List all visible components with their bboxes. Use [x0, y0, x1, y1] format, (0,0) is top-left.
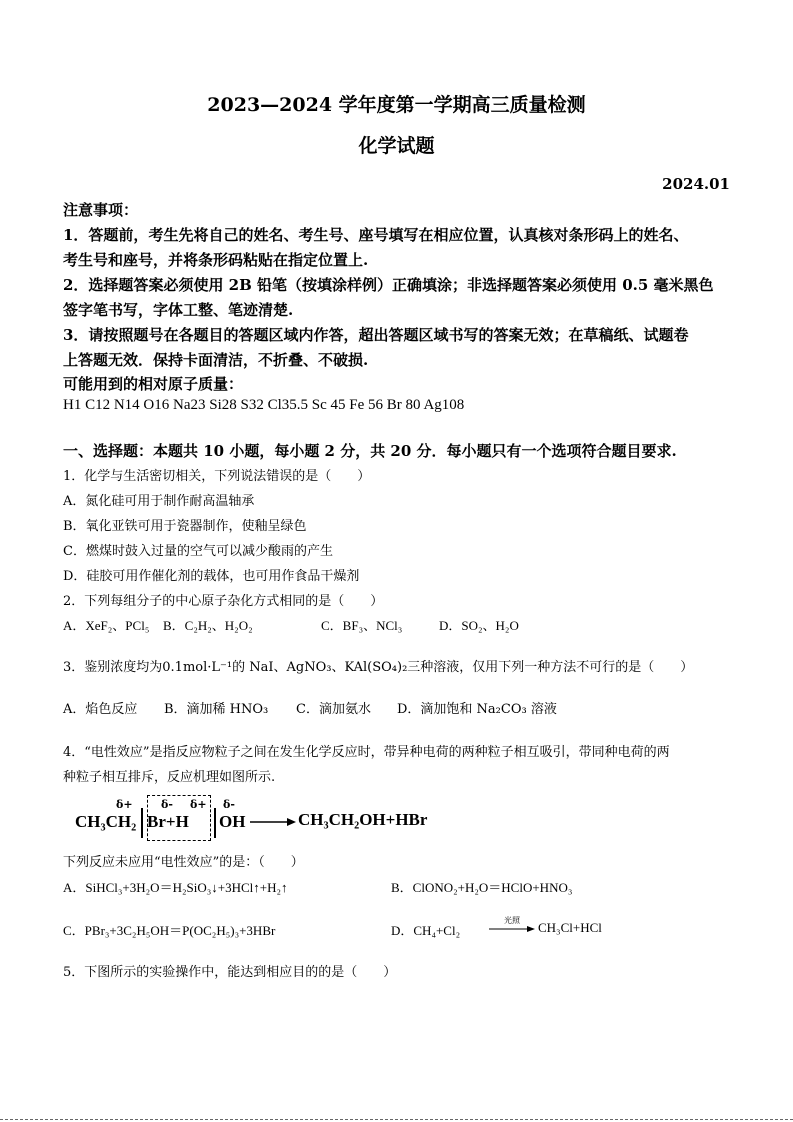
question-3-option-c: C．滴加氨水 — [296, 702, 371, 717]
note-2-line-1: 2．选择题答案必须使用 2B 铅笔（按填涂样例）正确填涂；非选择题答案必须使用 0.5 毫米黑色 — [63, 276, 714, 294]
note-3-line-2: 上答题无效．保持卡面清洁，不折叠、不破损. — [63, 351, 369, 369]
question-4-stem-line-1: 4．“电性效应”是指反应物粒子之间在发生化学反应时，带异种电荷的两种粒子相互吸引，带同种电荷的两 — [63, 745, 670, 760]
note-2-line-2: 签字笔书写，字体工整、笔迹清楚. — [63, 301, 294, 319]
exam-title: 2023—2024 学年度第一学期高三质量检测 — [207, 94, 586, 116]
question-4-stem-line-2: 种粒子相互排斥，反应机理如图所示. — [63, 770, 276, 785]
charge-label-4: δ- — [223, 798, 235, 811]
note-1-line-2: 考生号和座号，并将条形码粘贴在指定位置上. — [63, 251, 369, 269]
question-4-option-d-products: CH₃Cl+HCl — [538, 920, 602, 935]
question-3-option-a: A．焰色反应 — [63, 702, 138, 717]
reaction-condition: 光照 — [504, 916, 520, 925]
notes-heading: 注意事项： — [63, 201, 139, 219]
reactant-br-h: Br+H — [147, 812, 189, 831]
question-1-option-a: A．氮化硅可用于制作耐高温轴承 — [63, 494, 255, 509]
question-1-option-d: D．硅胶可用作催化剂的载体，也可用作食品干燥剂 — [63, 569, 360, 584]
question-2-option-a: A．XeF₂、PCl₅ — [63, 618, 150, 633]
exam-subject: 化学试题 — [358, 135, 435, 157]
question-2-option-b: B．C₂H₂、H₂O₂ — [163, 618, 253, 633]
question-3-option-d: D．滴加饱和 Na₂CO₃ 溶液 — [397, 702, 557, 717]
section-1-heading: 一、选择题：本题共 10 小题，每小题 2 分，共 20 分．每小题只有一个选项符合题目要求. — [63, 442, 677, 460]
question-4-option-b: B．ClONO₂+H₂O＝HClO+HNO₃ — [391, 880, 573, 895]
question-3-option-b: B．滴加稀 HNO₃ — [164, 702, 269, 717]
reactant-hydroxyl: OH — [219, 812, 246, 831]
bond-break-mark-2 — [214, 808, 216, 838]
question-4-option-c: C．PBr₃+3C₂H₅OH＝P(OC₂H₅)₃+3HBr — [63, 923, 276, 938]
question-2-option-d: D．SO₂、H₂O — [439, 618, 519, 633]
question-4-ask: 下列反应未应用“电性效应”的是：（ ） — [63, 855, 304, 870]
atomic-mass-list: H1 C12 N14 O16 Na23 Si28 S32 Cl35.5 Sc 45 Fe 56 Br 80 Ag108 — [63, 397, 465, 413]
question-1-option-b: B．氧化亚铁可用于瓷器制作，使釉呈绿色 — [63, 519, 307, 534]
question-5-stem: 5．下图所示的实验操作中，能达到相应目的的是（ ） — [63, 965, 397, 980]
charge-label-2: δ- — [161, 798, 173, 811]
page-bottom-divider — [0, 1119, 793, 1120]
reaction-product: CH₃CH₂OH+HBr — [298, 810, 428, 829]
condition-arrow-icon — [489, 924, 535, 934]
question-3-stem: 3．鉴别浓度均为0.1mol·L⁻¹的 NaI、AgNO₃、KAl(SO₄)₂三种溶液，仅用下列一种方法不可行的是（ ） — [63, 660, 694, 675]
question-1-option-c: C．燃煤时鼓入过量的空气可以减少酸雨的产生 — [63, 544, 333, 559]
reaction-arrow-icon — [250, 815, 296, 829]
charge-label-1: δ+ — [116, 798, 133, 811]
question-2-stem: 2．下列每组分子的中心原子杂化方式相同的是（ ） — [63, 594, 384, 609]
note-3-line-1: 3．请按照题号在各题目的答题区域内作答，超出答题区域书写的答案无效；在草稿纸、试题卷 — [63, 326, 689, 344]
question-1-stem: 1．化学与生活密切相关，下列说法错误的是（ ） — [63, 469, 371, 484]
exam-date: 2024.01 — [662, 175, 730, 193]
bond-break-mark-1 — [141, 808, 143, 838]
question-4-option-a: A．SiHCl₃+3H₂O＝H₂SiO₃↓+3HCl↑+H₂↑ — [63, 880, 288, 895]
question-4-option-d-reactants: D．CH₄+Cl₂ — [391, 923, 461, 938]
charge-label-3: δ+ — [190, 798, 207, 811]
note-1-line-1: 1．答题前，考生先将自己的姓名、考生号、座号填写在相应位置，认真核对条形码上的姓名、 — [63, 226, 689, 244]
atomic-mass-heading: 可能用到的相对原子质量： — [63, 375, 244, 393]
question-2-option-c: C．BF₃、NCl₃ — [321, 618, 403, 633]
reactant-ethyl-group: CH₃CH₂ — [75, 812, 137, 831]
